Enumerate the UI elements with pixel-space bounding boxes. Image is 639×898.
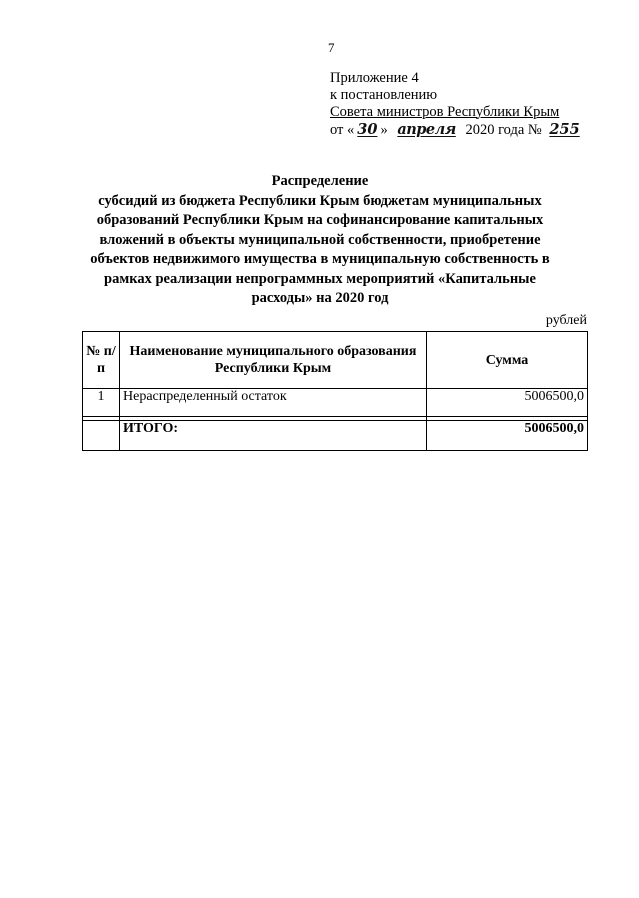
currency-unit: рублей: [545, 313, 587, 328]
date-year: 2020 года №: [465, 122, 542, 138]
header-number: № п/п: [83, 332, 120, 389]
heading-line-4: объектов недвижимого имущества в муниципальную собственность в: [90, 251, 550, 267]
appendix-council: Совета министров Республики Крым: [330, 104, 560, 120]
heading-line-6: расходы» на 2020 год: [251, 290, 389, 306]
date-prefix: от «: [330, 122, 355, 138]
appendix-resolution: к постановлению: [330, 87, 438, 103]
row-municipality: Нераспределенный остаток: [120, 389, 427, 417]
page-number: 7: [328, 40, 335, 55]
header-municipality: Наименование муниципального образования Республики Крым: [120, 332, 427, 389]
document-heading: [60, 172, 580, 309]
heading-title: Распределение: [271, 173, 369, 189]
heading-line-3: вложений в объекты муниципальной собственности, приобретение: [99, 231, 541, 248]
table-header-row: [83, 332, 588, 389]
appendix-date-line: [330, 121, 584, 139]
heading-line-1: субсидий из бюджета Республики Крым бюджетам муниципальных: [98, 192, 542, 209]
row-number: 1: [83, 389, 120, 417]
appendix-title: Приложение 4: [330, 70, 419, 86]
total-empty-cell: [83, 421, 120, 451]
header-sum: Сумма: [427, 332, 588, 389]
total-label: ИТОГО:: [120, 421, 427, 451]
appendix-block: [330, 70, 584, 139]
date-mid: »: [380, 122, 388, 138]
distribution-table: [82, 331, 588, 451]
row-sum: 5006500,0: [427, 389, 588, 417]
handwritten-month: апреля: [397, 121, 456, 138]
heading-line-2: образований Республики Крым на софинансирование капитальных: [96, 212, 544, 228]
total-sum: 5006500,0: [427, 421, 588, 451]
heading-line-5: рамках реализации непрограммных мероприятий «Капитальные: [104, 270, 536, 287]
table-row: [83, 389, 588, 417]
handwritten-doc-number: 255: [549, 121, 580, 138]
table-total-row: [83, 421, 588, 451]
handwritten-day: 30: [357, 121, 378, 138]
